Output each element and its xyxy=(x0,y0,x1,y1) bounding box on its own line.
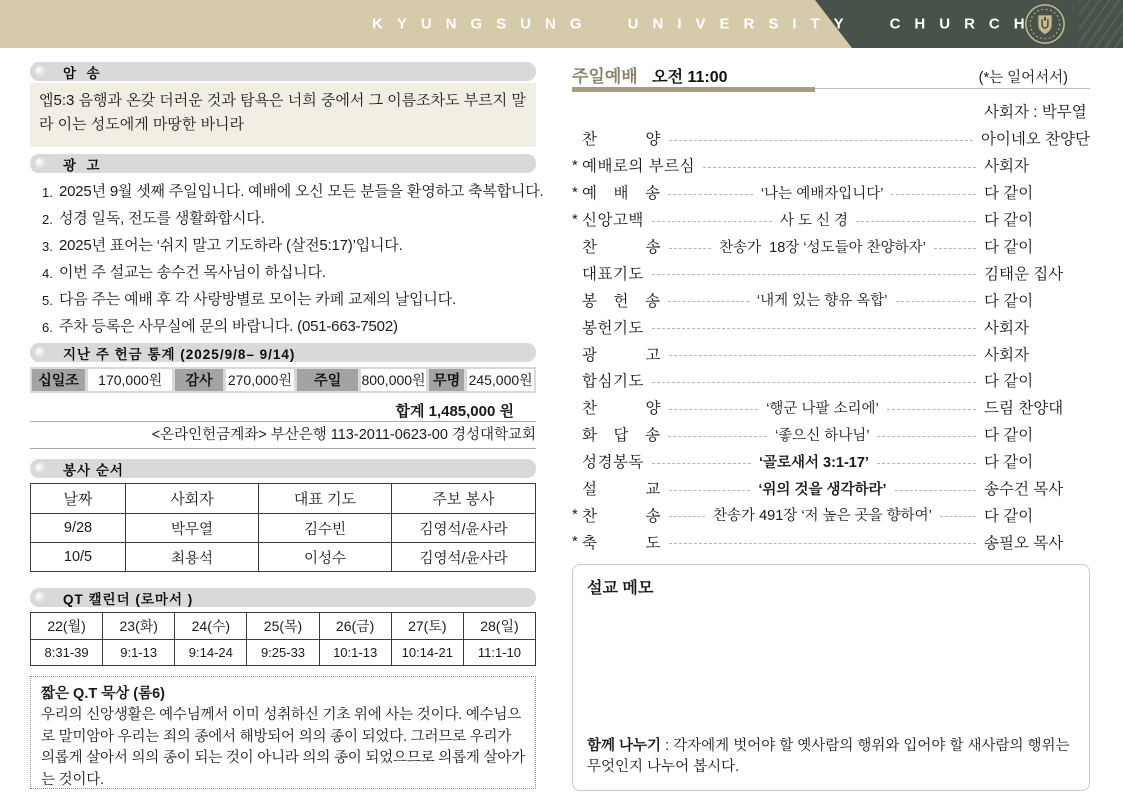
dotted-leader-line xyxy=(652,221,772,222)
worship-item-performer: 다 같이 xyxy=(984,239,1034,256)
worship-item-detail: ‘좋으신 하나님’ xyxy=(774,427,870,444)
sermon-memo-box xyxy=(572,564,1090,791)
worship-item-detail: ‘골로새서 3:1-17’ xyxy=(758,454,869,471)
qt-day-cell: 22(월) xyxy=(31,613,103,640)
offering-table xyxy=(30,367,536,393)
worship-row xyxy=(572,475,1090,502)
qt-reading-cell: 10:14-21 xyxy=(391,640,463,666)
bullet-circle-icon xyxy=(35,158,46,169)
section-bar-offering xyxy=(30,343,536,362)
worship-item-performer: 다 같이 xyxy=(984,185,1034,203)
worship-item-leader xyxy=(644,209,984,230)
worship-item-detail: 찬송가 491장 ‘저 높은 곳을 향하여’ xyxy=(713,508,932,525)
dotted-leader-line xyxy=(895,490,976,491)
worship-row xyxy=(572,233,1090,260)
duty-row xyxy=(31,514,536,543)
dotted-leader-line xyxy=(669,543,976,544)
duty-header-cell: 주보 봉사 xyxy=(392,484,536,514)
offering-label: 감사 xyxy=(175,369,222,391)
worship-row xyxy=(572,528,1090,555)
worship-row xyxy=(572,206,1090,233)
worship-item-leader xyxy=(644,451,984,472)
worship-row xyxy=(572,125,1090,152)
dotted-leader-line xyxy=(669,516,705,517)
left-column xyxy=(30,62,544,789)
worship-order-list xyxy=(572,125,1090,555)
duty-cell: 김영석/윤사라 xyxy=(392,543,536,572)
dotted-leader-line xyxy=(652,382,976,383)
announcement-item xyxy=(42,206,536,233)
worship-item-detail: ‘내게 있는 향유 옥합’ xyxy=(756,293,888,310)
worship-item-leader xyxy=(660,182,984,203)
section-bar-qt-calendar xyxy=(30,588,536,607)
service-title: 주일예배 xyxy=(572,67,638,86)
worship-item-performer: 아이네오 찬양단 xyxy=(980,131,1090,149)
memory-verse-text: 엡5:3 음행과 온갖 더러운 것과 탐욕은 너희 중에서 그 이름조차도 부르지 말라 이는 성도에게 마땅한 바니라 xyxy=(39,92,526,133)
section-title: 암 송 xyxy=(63,65,101,81)
dotted-leader-line xyxy=(669,248,711,249)
worship-item-label: 광 고 xyxy=(582,346,661,364)
stand-asterisk: * xyxy=(572,506,578,524)
share-together-note xyxy=(587,736,1075,778)
section-title: 지난 주 헌금 통계 (2025/9/8– 9/14) xyxy=(63,346,296,362)
worship-item-leader xyxy=(660,289,984,310)
section-bar-memory-verse xyxy=(30,62,536,81)
worship-item-performer: 다 같이 xyxy=(984,507,1034,525)
dotted-leader-line xyxy=(856,221,976,222)
duty-header-cell: 대표 기도 xyxy=(259,484,392,514)
qt-day-cell: 25(목) xyxy=(247,613,319,640)
qt-day-cell: 28(일) xyxy=(463,613,535,640)
duty-header-row xyxy=(31,484,536,514)
qt-reading-cell: 9:1-13 xyxy=(103,640,175,666)
stand-note: (*는 일어서서) xyxy=(978,70,1068,86)
sermon-memo-title: 설교 메모 xyxy=(587,580,654,598)
duty-cell: 박무열 xyxy=(126,514,259,543)
service-header-rule xyxy=(572,86,1090,89)
memory-verse-box xyxy=(30,83,536,147)
announcement-number: 5. xyxy=(42,293,53,308)
duty-cell: 최용석 xyxy=(126,543,259,572)
duty-row xyxy=(31,543,536,572)
dotted-leader-line xyxy=(668,194,753,195)
worship-item-detail: 사 도 신 경 xyxy=(779,212,849,229)
worship-item-performer: 다 같이 xyxy=(984,373,1034,391)
offering-value: 170,000원 xyxy=(88,369,172,391)
worship-item-label: 찬 양 xyxy=(582,400,661,418)
worship-item-label: 예 배 송 xyxy=(582,185,661,203)
duty-table-head xyxy=(31,484,536,514)
masthead xyxy=(0,0,1123,48)
service-time: 오전 11:00 xyxy=(652,69,728,86)
worship-item-leader xyxy=(644,326,984,327)
worship-item-label: 신앙고백 xyxy=(582,212,644,230)
dotted-leader-line xyxy=(940,516,976,517)
worship-item-performer: 다 같이 xyxy=(984,427,1034,445)
offering-label: 십일조 xyxy=(32,369,85,391)
worship-row xyxy=(572,259,1090,286)
offering-total: 합계 1,485,000 원 xyxy=(395,403,514,420)
dotted-leader-line xyxy=(669,409,758,410)
dotted-leader-line xyxy=(652,463,751,464)
dotted-leader-line xyxy=(896,301,977,302)
share-together-text: : 각자에게 벗어야 할 옛사람의 행위와 입어야 할 새사람의 행위는 무엇인지 나누어 봅시다. xyxy=(587,738,1070,776)
worship-item-label: 축 도 xyxy=(582,534,661,552)
dotted-leader-line xyxy=(668,436,767,437)
announcement-text: 주차 등록은 사무실에 문의 바랍니다. (051-663-7502) xyxy=(59,318,398,335)
announcement-number: 4. xyxy=(42,266,53,281)
dotted-leader-line xyxy=(891,194,976,195)
stand-asterisk: * xyxy=(572,210,578,228)
divider xyxy=(30,448,536,449)
offering-value: 800,000원 xyxy=(361,369,426,391)
offering-value: 245,000원 xyxy=(467,369,534,391)
dotted-leader-line xyxy=(934,248,976,249)
worship-item-label: 설 교 xyxy=(582,481,661,499)
worship-item-performer: 다 같이 xyxy=(984,454,1034,472)
duty-header-cell: 사회자 xyxy=(126,484,259,514)
duty-cell: 이성수 xyxy=(259,543,392,572)
diagonal-stripes-decoration xyxy=(1079,0,1123,48)
worship-item-performer: 사회자 xyxy=(984,158,1029,176)
share-together-label: 함께 나누기 xyxy=(587,738,662,755)
worship-row xyxy=(572,421,1090,448)
dotted-leader-line xyxy=(652,274,976,275)
announcement-item xyxy=(42,287,536,314)
qt-reading-row xyxy=(31,640,536,666)
section-title: QT 캘린더 (로마서 ) xyxy=(63,591,194,607)
dotted-leader-line xyxy=(877,436,976,437)
announcement-item xyxy=(42,260,536,287)
worship-item-label: 예배로의 부르심 xyxy=(582,158,696,176)
worship-item-performer: 송수건 목사 xyxy=(984,481,1064,499)
dotted-leader-line xyxy=(877,463,976,464)
qt-reading-cell: 8:31-39 xyxy=(31,640,103,666)
qt-meditation-text: 우리의 신앙생활은 예수님께서 이미 성취하신 기초 위에 사는 것이다. 예수님으로 말미암아 우리는 죄의 종에서 해방되어 의의 종이 되었다. 그러므로 우리가 의롭게 살아서 의의 종이 되는 것이 아니라 의의 종이 되었으므로 의롭게 살아가는 것이다. xyxy=(41,707,525,788)
duty-cell: 10/5 xyxy=(31,543,126,572)
worship-item-label: 봉 헌 송 xyxy=(582,292,661,310)
worship-row xyxy=(572,179,1090,206)
offering-label: 무명 xyxy=(429,369,464,391)
bullet-circle-icon xyxy=(35,592,46,603)
announcement-text: 다음 주는 예배 후 각 사랑방별로 모이는 카페 교제의 날입니다. xyxy=(59,291,456,308)
section-bar-duty xyxy=(30,459,536,478)
qt-reading-cell: 9:25-33 xyxy=(247,640,319,666)
offering-label: 주일 xyxy=(297,369,358,391)
worship-item-label: 찬 송 xyxy=(582,239,661,256)
bullet-circle-icon xyxy=(35,347,46,358)
section-bar-announcements xyxy=(30,154,536,173)
worship-item-detail: ‘위의 것을 생각하라’ xyxy=(758,481,887,498)
worship-item-label: 대표기도 xyxy=(582,265,644,283)
announcement-text: 2025년 9월 셋째 주일입니다. 예배에 오신 모든 분들을 환영하고 축복합니다. xyxy=(59,183,544,200)
announcement-number: 2. xyxy=(42,212,53,227)
university-church-seal-icon xyxy=(1024,3,1066,45)
duty-cell: 김영석/윤사라 xyxy=(392,514,536,543)
qt-reading-cell: 10:1-13 xyxy=(319,640,391,666)
announcement-text: 성경 일독, 전도를 생활화합시다. xyxy=(59,210,265,227)
worship-row xyxy=(572,152,1090,179)
qt-table-head xyxy=(31,613,536,640)
duty-header-cell: 날짜 xyxy=(31,484,126,514)
worship-item-performer: 다 같이 xyxy=(984,212,1034,230)
duty-cell: 김수빈 xyxy=(259,514,392,543)
section-title: 광 고 xyxy=(63,157,101,173)
worship-row xyxy=(572,501,1090,528)
worship-item-leader xyxy=(661,236,984,257)
duty-roster-table xyxy=(30,483,536,572)
worship-item-performer: 김태운 집사 xyxy=(984,265,1064,283)
qt-meditation-title: 짧은 Q.T 묵상 (롬6) xyxy=(41,686,166,702)
worship-row xyxy=(572,448,1090,475)
worship-item-detail: 찬송가 18장 ‘성도들아 찬양하자’ xyxy=(719,239,926,256)
worship-item-leader xyxy=(661,541,984,542)
offering-value: 270,000원 xyxy=(226,369,295,391)
section-title: 봉사 순서 xyxy=(63,462,124,478)
worship-item-label: 찬 양 xyxy=(582,131,661,149)
dotted-leader-line xyxy=(669,490,750,491)
worship-item-performer: 다 같이 xyxy=(984,292,1034,310)
worship-row xyxy=(572,286,1090,313)
worship-item-leader xyxy=(661,504,984,525)
qt-day-cell: 24(수) xyxy=(175,613,247,640)
worship-item-performer: 송필오 목사 xyxy=(984,534,1064,552)
announcement-number: 6. xyxy=(42,320,53,335)
announcement-number: 1. xyxy=(42,185,53,200)
dotted-leader-line xyxy=(887,409,976,410)
qt-day-cell: 27(토) xyxy=(391,613,463,640)
dotted-leader-line xyxy=(652,328,976,329)
worship-item-label: 봉헌기도 xyxy=(582,319,644,337)
qt-reading-cell: 9:14-24 xyxy=(175,640,247,666)
worship-row xyxy=(572,313,1090,340)
worship-item-leader xyxy=(644,380,984,381)
announcement-item xyxy=(42,179,544,206)
qt-day-cell: 26(금) xyxy=(319,613,391,640)
right-column xyxy=(572,62,1090,791)
worship-item-leader xyxy=(695,165,984,166)
worship-row xyxy=(572,394,1090,421)
announcement-number: 3. xyxy=(42,239,53,254)
worship-item-leader xyxy=(661,138,981,139)
worship-item-leader xyxy=(660,424,984,445)
announcements-list xyxy=(30,179,544,341)
worship-item-leader xyxy=(661,353,984,354)
qt-table-body xyxy=(31,640,536,666)
worship-item-detail: ‘나는 예배자입니다’ xyxy=(760,185,884,202)
announcement-item xyxy=(42,233,536,260)
dotted-leader-line xyxy=(669,140,973,141)
presider-line: 사회자 : 박무열 xyxy=(984,104,1087,121)
dotted-leader-line xyxy=(703,167,976,168)
stand-asterisk: * xyxy=(572,183,578,201)
service-header xyxy=(572,62,1090,86)
worship-item-label: 찬 송 xyxy=(582,507,661,525)
online-account-info: <온라인헌금계좌> 부산은행 113-2011-0623-00 경성대학교회 xyxy=(151,427,536,443)
worship-item-performer: 사회자 xyxy=(984,346,1029,364)
worship-row xyxy=(572,367,1090,394)
worship-row xyxy=(572,340,1090,367)
duty-table-body xyxy=(31,514,536,572)
bullet-circle-icon xyxy=(35,463,46,474)
stand-asterisk: * xyxy=(572,156,578,174)
dotted-leader-line xyxy=(668,301,749,302)
worship-item-leader xyxy=(661,397,984,418)
duty-cell: 9/28 xyxy=(31,514,126,543)
worship-item-performer: 사회자 xyxy=(984,319,1029,337)
service-title-group xyxy=(572,62,728,87)
worship-item-leader xyxy=(644,272,984,273)
announcement-text: 2025년 표어는 ‘쉬지 말고 기도하라 (살전5:17)’입니다. xyxy=(59,237,403,254)
worship-item-performer: 드림 찬양대 xyxy=(984,400,1064,418)
stand-asterisk: * xyxy=(572,533,578,551)
qt-day-cell: 23(화) xyxy=(103,613,175,640)
qt-reading-cell: 11:1-10 xyxy=(463,640,535,666)
dotted-leader-line xyxy=(669,355,976,356)
worship-item-label: 성경봉독 xyxy=(582,454,644,472)
church-name-title: KYUNGSUNG UNIVERSITY CHURCH xyxy=(372,15,1039,33)
worship-item-detail: ‘행군 나팔 소리에’ xyxy=(766,400,879,417)
qt-calendar-table xyxy=(30,612,536,666)
worship-item-leader xyxy=(661,478,984,499)
qt-day-row xyxy=(31,613,536,640)
worship-item-label: 합심기도 xyxy=(582,373,644,391)
worship-item-label: 화 답 송 xyxy=(582,427,661,445)
bullet-circle-icon xyxy=(35,66,46,77)
announcement-item xyxy=(42,314,536,341)
qt-meditation-box xyxy=(30,676,536,789)
announcement-text: 이번 주 설교는 송수건 목사님이 하십니다. xyxy=(59,264,326,281)
